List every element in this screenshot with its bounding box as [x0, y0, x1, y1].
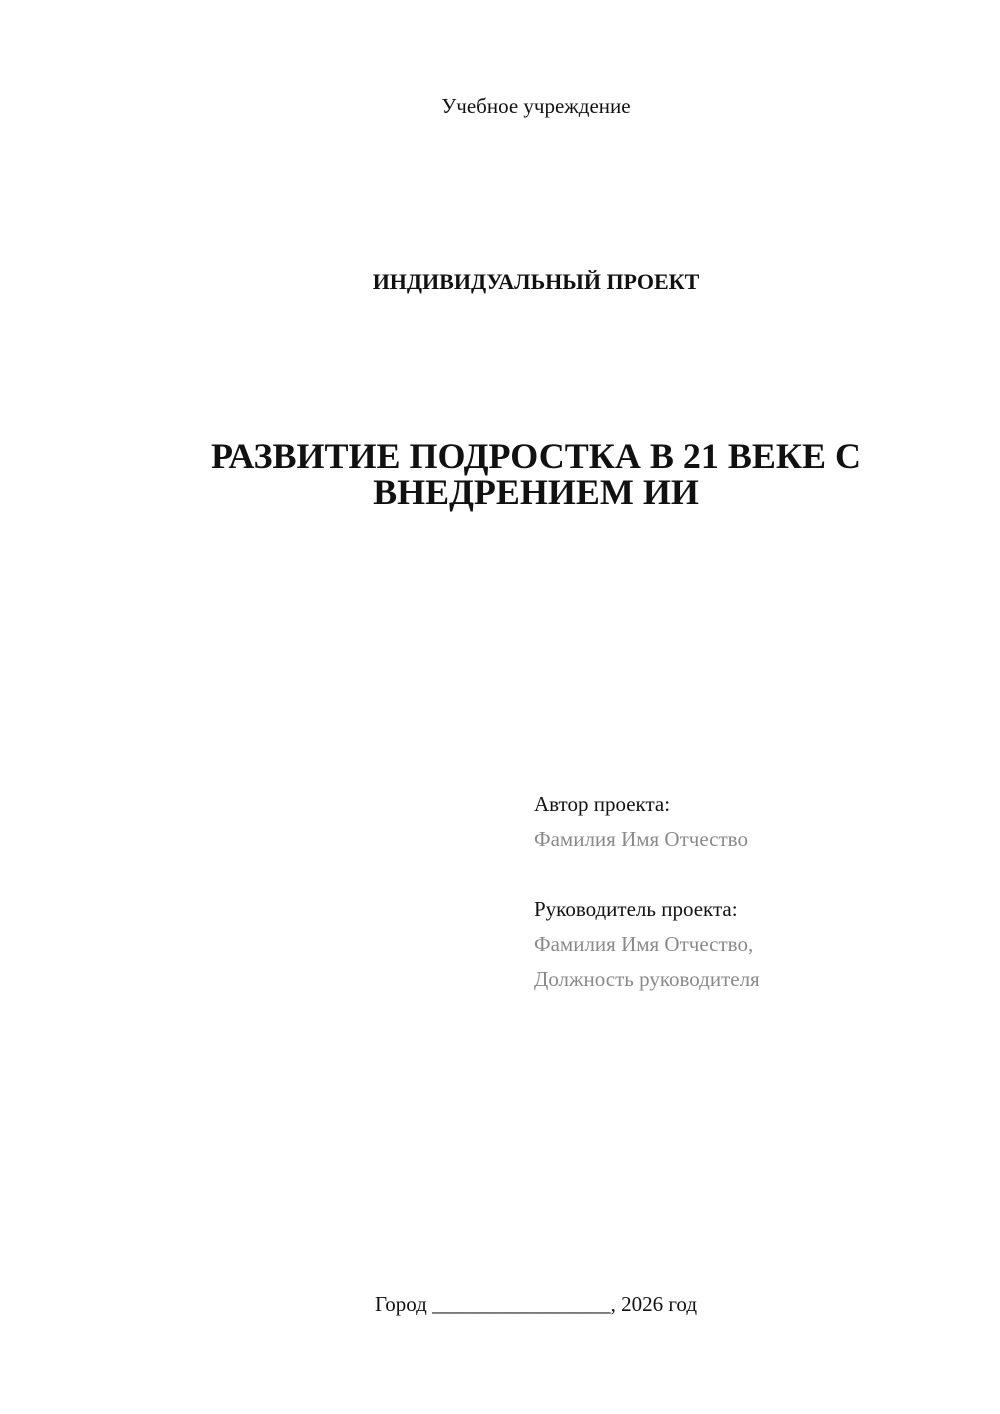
project-title: [160, 438, 912, 510]
supervisor-name: Фамилия Имя Отчество,: [534, 932, 754, 956]
institution-name: Учебное учреждение: [441, 94, 631, 118]
project-title-line-2: ВНЕДРЕНИЕМ ИИ: [373, 472, 699, 512]
city-year-line: Город _________________, 2026 год: [374, 1292, 698, 1316]
author-name: Фамилия Имя Отчество: [534, 827, 748, 851]
author-label: Автор проекта:: [534, 792, 671, 816]
author-block: [534, 787, 974, 857]
supervisor-block: [534, 892, 974, 997]
project-title-line-1: РАЗВИТИЕ ПОДРОСТКА В 21 ВЕКЕ С: [211, 436, 861, 476]
supervisor-position: Должность руководителя: [534, 967, 760, 991]
document-type: ИНДИВИДУАЛЬНЫЙ ПРОЕКТ: [372, 269, 700, 294]
supervisor-label: Руководитель проекта:: [534, 897, 738, 921]
